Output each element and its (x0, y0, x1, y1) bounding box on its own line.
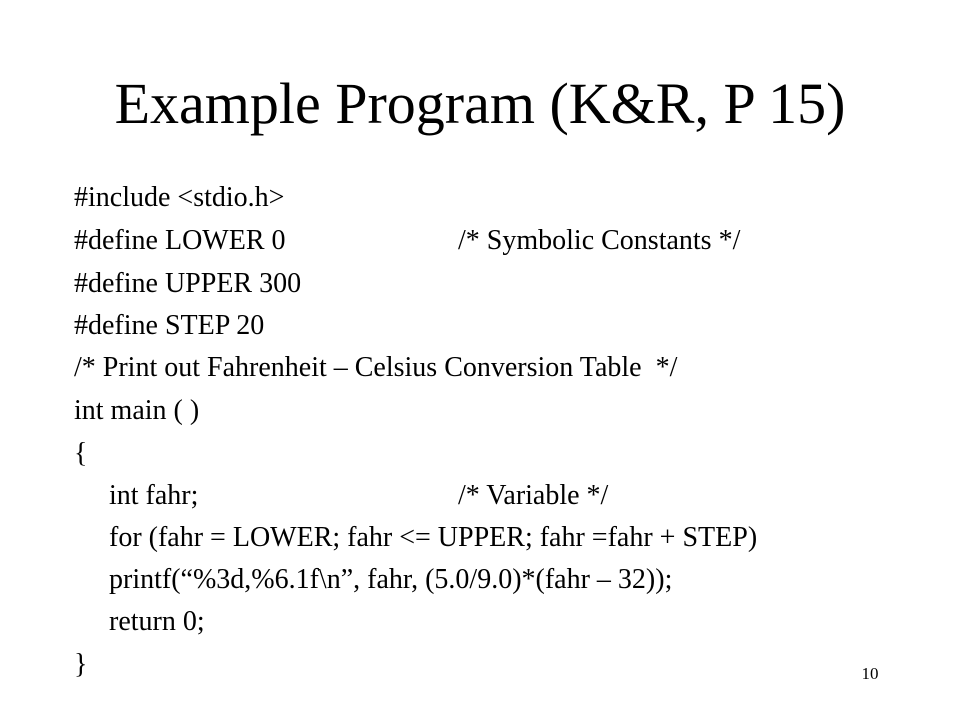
code-line-open-brace: { (74, 438, 88, 469)
code-line-print-comment: /* Print out Fahrenheit – Celsius Conversion Table */ (74, 352, 678, 383)
code-line-return: return 0; (109, 606, 205, 637)
code-line-for-loop: for (fahr = LOWER; fahr <= UPPER; fahr =fahr + STEP) (109, 522, 758, 553)
code-line-close-brace: } (74, 649, 88, 680)
code-line-int-main: int main ( ) (74, 395, 200, 426)
code-line-printf: printf(“%3d,%6.1f\n”, fahr, (5.0/9.0)*(fahr – 32)); (109, 564, 673, 595)
code-line-define-step: #define STEP 20 (74, 310, 265, 341)
code-line-int-fahr: int fahr; (109, 480, 199, 511)
comment-variable: /* Variable */ (458, 480, 609, 511)
code-line-define-lower: #define LOWER 0 (74, 225, 286, 256)
page-number: 10 (861, 664, 879, 683)
comment-symbolic-constants: /* Symbolic Constants */ (458, 225, 741, 256)
slide-title: Example Program (K&R, P 15) (114, 71, 846, 136)
code-line-include: #include <stdio.h> (74, 182, 285, 213)
code-line-define-upper: #define UPPER 300 (74, 268, 302, 299)
